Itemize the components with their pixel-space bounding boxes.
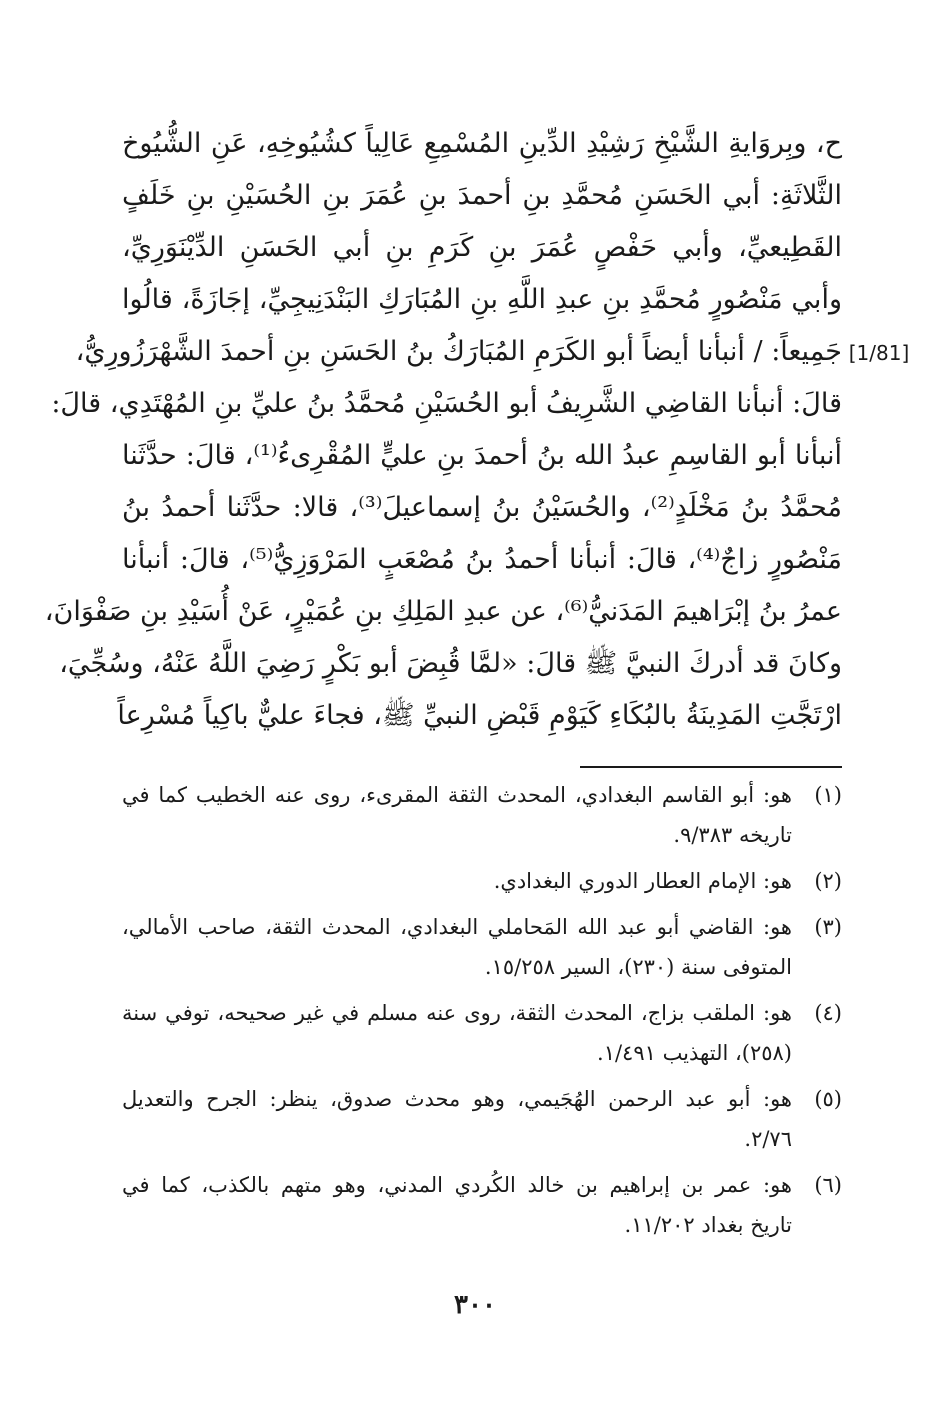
main-text-line: جَمِيعاً: / أنبأنا أيضاً أبو الكَرَمِ المُبَارَكُ بنُ الحَسَنِ بنِ أحمدَ الشَّهْرَزُورِيُّ، xyxy=(75,336,842,367)
footnote-line: المتوفى سنة (٢٣٠)، السير ١٥/٢٥٨. xyxy=(484,955,792,979)
main-text-line: مَنْصُورٍ زاجٌ⁽⁴⁾، قالَ: أنبأنا أحمدُ بنُ مُصْعَبٍ المَرْوَزِيُّ⁽⁵⁾، قالَ: أنبأنا xyxy=(122,544,842,575)
footnotes-block xyxy=(122,775,842,1251)
footnote-6 xyxy=(122,1165,842,1245)
footnote-number: (٣) xyxy=(814,915,842,939)
footnote-line: تاريخ بغداد ١١/٢٠٢. xyxy=(624,1213,792,1237)
main-text-line: عمرُ بنُ إبْرَاهيمَ المَدَنيُّ⁽⁶⁾، عن عبدِ المَلِكِ بنِ عُمَيْرٍ، عَنْ أُسَيْدِ بنِ صَفْوَانَ، xyxy=(44,596,842,627)
footnote-line: هو: أبو القاسم البغدادي، المحدث الثقة المقرىء، روى عنه الخطيب كما في xyxy=(122,783,792,807)
footnote-1 xyxy=(122,775,842,855)
manuscript-folio-marker: [1/81] xyxy=(848,341,910,365)
footnote-number: (٤) xyxy=(814,1001,842,1025)
main-text-line: ح، وبِروَايةِ الشَّيْخِ رَشِيْدِ الدِّينِ المُسْمِعِ عَالِياً كشُيُوخِهِ، عَنِ الشُّيُوخ xyxy=(122,128,842,159)
footnote-3 xyxy=(122,907,842,987)
main-text-block xyxy=(44,118,843,742)
footnote-line: هو: أبو عبد الرحمن الهُجَيمي، وهو محدث صدوق، ينظر: الجرح والتعديل xyxy=(122,1087,792,1111)
footnote-separator xyxy=(580,766,842,768)
main-text-line: القَطِيعيِّ، وأبي حَفْصٍ عُمَرَ بنِ كَرَمِ بنِ أبي الحَسَنِ الدِّيْنَوَرِيِّ، xyxy=(122,232,842,263)
main-text-line: مُحمَّدُ بنُ مَخْلَدٍ⁽²⁾، والحُسَيْنُ بنُ إسماعيلَ⁽³⁾، قالا: حدَّثَنا أحمدُ بنُ xyxy=(122,492,842,523)
footnote-line: هو: القاضي أبو عبد الله المَحاملي البغدادي، المحدث الثقة، صاحب الأمالي، xyxy=(122,915,792,939)
footnote-line: تاريخه ٩/٣٨٣. xyxy=(673,823,792,847)
footnote-number: (٦) xyxy=(814,1173,842,1197)
footnote-line: (٢٥٨)، التهذيب ١/٤٩١. xyxy=(597,1041,792,1065)
footnote-2 xyxy=(122,861,842,901)
footnote-line: هو: عمر بن إبراهيم بن خالد الكُردي المدني، وهو متهم بالكذب، كما في xyxy=(122,1173,792,1197)
footnote-number: (٥) xyxy=(814,1087,842,1111)
page-number: ٣٠٠ xyxy=(454,1290,496,1320)
footnote-line: هو: الملقب بزاج، المحدث الثقة، روى عنه مسلم في غير صحيحه، توفي سنة xyxy=(122,1001,792,1025)
footnote-5 xyxy=(122,1079,842,1159)
main-text-line: قالَ: أنبأنا القاضِي الشَّرِيفُ أبو الحُسَيْنِ مُحمَّدُ بنُ عليِّ بنِ المُهْتَدِي، قالَ: xyxy=(51,388,842,419)
footnote-4 xyxy=(122,993,842,1073)
footnote-line: ٢/٧٦. xyxy=(744,1127,792,1151)
main-text-line: ارْتَجَّتِ المَدِينَةُ بالبُكَاءِ كَيَوْمِ قَبْضِ النبيِّ ﷺ، فجاءَ عليٌّ باكِياً مُسْرِعاً xyxy=(117,700,842,731)
main-text-line: أنبأنا أبو القاسِمِ عبدُ الله بنُ أحمدَ بنِ عليٍّ المُقْرِىءُ⁽¹⁾، قالَ: حدَّثَنا xyxy=(122,440,843,471)
main-text-line: وكانَ قد أدركَ النبيَّ ﷺ قالَ: «لمَّا قُبِضَ أبو بَكْرٍ رَضِيَ اللَّهُ عَنْهُ، وسُجِّيَ، xyxy=(59,648,842,679)
main-text-line: الثَّلاثَةِ: أبي الحَسَنِ مُحمَّدِ بنِ أحمدَ بنِ عُمَرَ بنِ الحُسَيْنِ بنِ خَلَفٍ xyxy=(122,180,842,211)
footnote-number: (١) xyxy=(814,783,842,807)
main-text-line: وأبي مَنْصُورٍ مُحمَّدِ بنِ عبدِ اللَّهِ بنِ المُبَارَكِ البَنْدَنِيجِيِّ، إجَازَةً، قالُوا xyxy=(122,284,842,315)
footnote-line: هو: الإمام العطار الدوري البغدادي. xyxy=(493,869,792,893)
footnote-number: (٢) xyxy=(814,869,842,893)
